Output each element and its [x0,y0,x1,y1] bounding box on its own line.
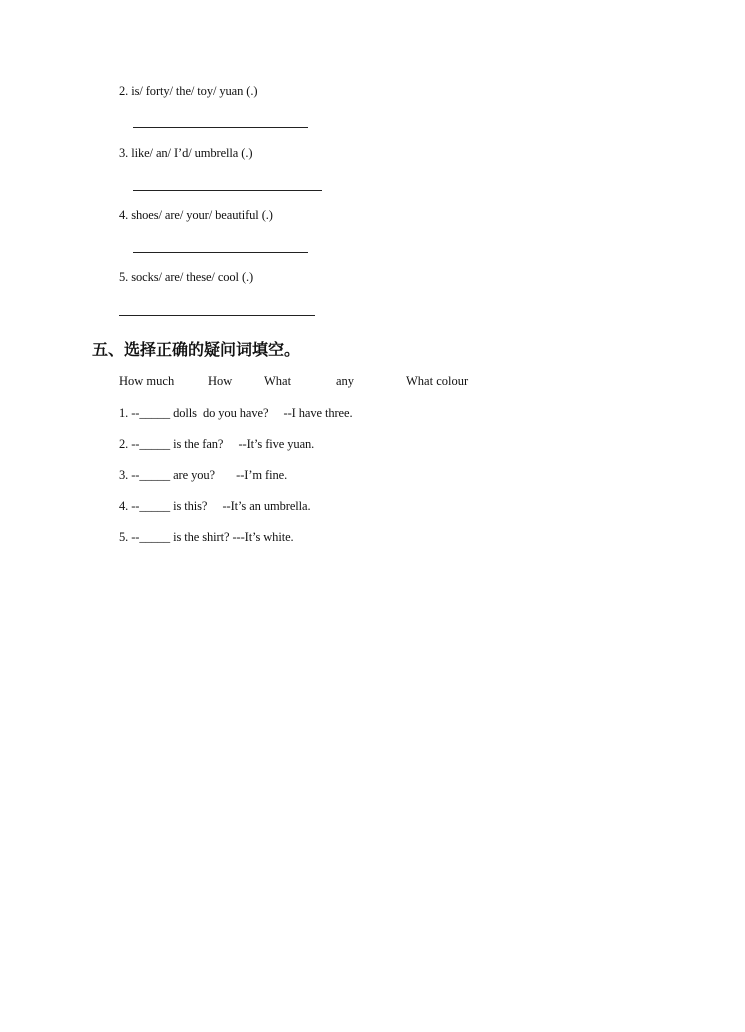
reorder-item-3: 3. like/ an/ I’d/ umbrella (.) [119,146,253,160]
question-3: 3. --_____ are you? --I’m fine. [119,468,288,482]
option-what: What [264,374,292,388]
question-2: 2. --_____ is the fan? --It’s five yuan. [119,437,315,451]
question-4: 4. --_____ is this? --It’s an umbrella. [119,499,311,513]
option-how: How [208,374,233,388]
answer-line-4 [133,252,308,253]
answer-line-3 [133,190,322,191]
reorder-item-5: 5. socks/ are/ these/ cool (.) [119,270,254,284]
option-what-colour: What colour [406,374,469,388]
option-any: any [336,374,355,388]
answer-line-5 [119,315,315,316]
answer-line-2 [133,127,308,128]
question-1: 1. --_____ dolls do you have? --I have three. [119,406,353,420]
option-how-much: How much [119,374,175,388]
section-heading: 五、选择正确的疑问词填空。 [92,340,301,359]
question-5: 5. --_____ is the shirt? ---It’s white. [119,530,294,544]
reorder-item-2: 2. is/ forty/ the/ toy/ yuan (.) [119,84,258,98]
reorder-item-4: 4. shoes/ are/ your/ beautiful (.) [119,208,273,222]
